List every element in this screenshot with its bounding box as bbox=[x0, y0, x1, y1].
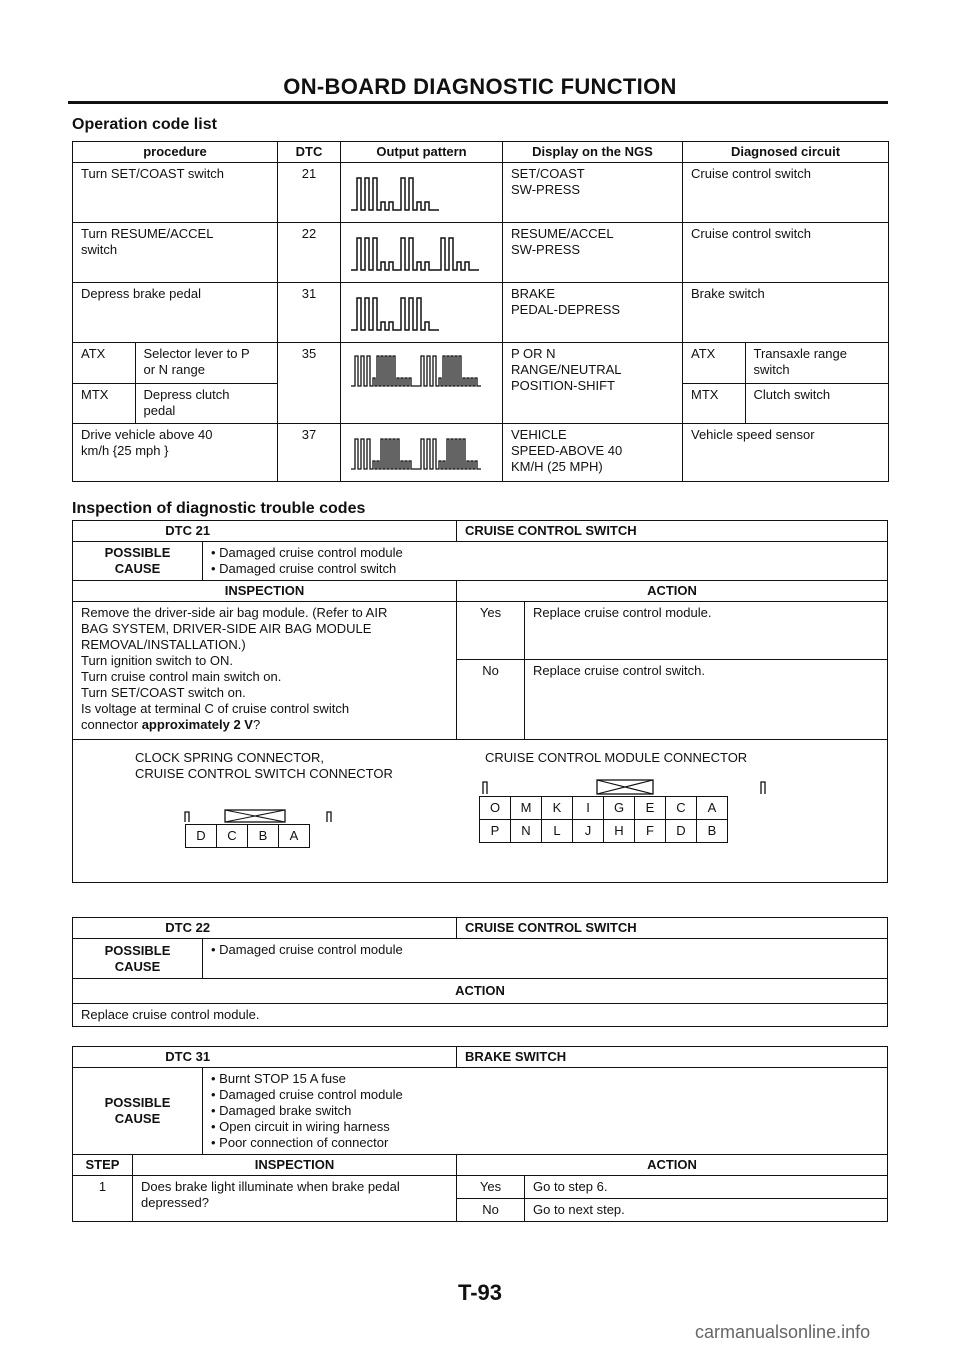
procedure-line: Drive vehicle above 40 bbox=[81, 427, 213, 442]
dtc-name: CRUISE CONTROL SWITCH bbox=[457, 918, 888, 939]
cause-item: • Burnt STOP 15 A fuse bbox=[211, 1071, 879, 1087]
connector-row bbox=[73, 740, 888, 883]
ngs-line: KM/H (25 MPH) bbox=[511, 459, 603, 474]
right-connector-label: CRUISE CONTROL MODULE CONNECTOR bbox=[485, 750, 748, 765]
dtc-name: BRAKE SWITCH bbox=[457, 1047, 888, 1068]
pin: D bbox=[186, 825, 217, 848]
mtx-circuit: Clutch switch bbox=[753, 386, 831, 402]
step-header-row bbox=[73, 1155, 888, 1176]
possible-label-line: POSSIBLE bbox=[104, 1095, 171, 1110]
output-pattern-waveform bbox=[349, 346, 505, 396]
output-pattern-cell bbox=[341, 424, 503, 482]
dtc-code: DTC 31 bbox=[165, 1049, 211, 1064]
yes-label: Yes bbox=[457, 602, 525, 660]
possible-label-line: POSSIBLE bbox=[104, 545, 171, 560]
yes-action: Replace cruise control module. bbox=[525, 602, 888, 660]
column-header: DTC bbox=[278, 142, 341, 163]
table-row bbox=[73, 343, 889, 424]
circuit-line: Transaxle range bbox=[753, 346, 847, 361]
circuit-cell: Brake switch bbox=[683, 283, 889, 343]
inspection-line: BAG SYSTEM, DRIVER-SIDE AIR BAG MODULE bbox=[81, 621, 372, 636]
pin: A bbox=[279, 825, 310, 848]
pin: E bbox=[635, 797, 666, 820]
dtc-cell: 21 bbox=[278, 163, 341, 223]
ngs-line: SPEED-ABOVE 40 bbox=[511, 443, 623, 458]
atx-circuit bbox=[745, 343, 888, 383]
operation-code-list-heading: Operation code list bbox=[72, 116, 217, 133]
mtx-label: MTX bbox=[683, 383, 745, 423]
possible-cause-label bbox=[73, 939, 203, 979]
table-row bbox=[73, 223, 889, 283]
procedure-cell: Depress brake pedal bbox=[73, 283, 278, 343]
possible-label-line: CAUSE bbox=[114, 1111, 161, 1126]
dtc31-table bbox=[72, 1046, 888, 1222]
inspection-text bbox=[73, 602, 457, 740]
ngs-line: RANGE/NEUTRAL bbox=[511, 362, 622, 377]
cause-item: • Open circuit in wiring harness bbox=[211, 1119, 879, 1135]
inspection-line: Does brake light illuminate when brake pedal bbox=[141, 1179, 400, 1194]
column-header: procedure bbox=[73, 142, 278, 163]
no-action: Go to next step. bbox=[525, 1199, 888, 1222]
procedure-line: pedal bbox=[143, 402, 176, 418]
pin: C bbox=[666, 797, 697, 820]
step-number: 1 bbox=[73, 1176, 133, 1222]
mtx-label: MTX bbox=[73, 383, 135, 423]
ngs-line: BRAKE bbox=[511, 286, 556, 301]
left-pin-grid bbox=[185, 824, 310, 848]
action-header: ACTION bbox=[73, 979, 888, 1004]
inspection-heading: Inspection of diagnostic trouble codes bbox=[72, 500, 366, 517]
ngs-line: POSITION-SHIFT bbox=[511, 378, 615, 393]
inspection-line: Turn ignition switch to ON. bbox=[81, 653, 233, 668]
table-row bbox=[73, 163, 889, 223]
table-row bbox=[73, 283, 889, 343]
pin: N bbox=[511, 820, 542, 843]
step-inspection bbox=[133, 1176, 457, 1222]
connector-latch-icon bbox=[477, 776, 783, 796]
connector-diagram-cell bbox=[73, 740, 888, 883]
pin: A bbox=[697, 797, 728, 820]
inspection-line: Turn cruise control main switch on. bbox=[81, 669, 282, 684]
yes-label: Yes bbox=[457, 1176, 525, 1199]
possible-cause-label bbox=[73, 542, 203, 581]
ngs-line: VEHICLE bbox=[511, 427, 567, 442]
inspection-action-header-row bbox=[73, 581, 888, 602]
procedure-line: switch bbox=[81, 242, 118, 257]
no-label: No bbox=[457, 1199, 525, 1222]
inspection-line: connector approximately 2 V? bbox=[81, 717, 261, 732]
circuit-split bbox=[683, 343, 888, 423]
circuit-cell: Cruise control switch bbox=[683, 223, 889, 283]
table-header-row bbox=[73, 142, 889, 163]
dtc-code: DTC 21 bbox=[165, 523, 211, 538]
page-title: ON-BOARD DIAGNOSTIC FUNCTION bbox=[283, 74, 677, 99]
step-header: STEP bbox=[73, 1155, 133, 1176]
dtc-cell: 31 bbox=[278, 283, 341, 343]
left-connector bbox=[183, 806, 333, 848]
inspection-row bbox=[73, 602, 888, 660]
output-pattern-waveform bbox=[349, 166, 499, 216]
pin: I bbox=[573, 797, 604, 820]
dtc-cell: 22 bbox=[278, 223, 341, 283]
ngs-line: SW-PRESS bbox=[511, 182, 581, 197]
ngs-line: SET/COAST bbox=[511, 166, 585, 181]
procedure-cell bbox=[73, 424, 278, 482]
atx-label: ATX bbox=[683, 343, 745, 383]
cause-item: • Damaged cruise control switch bbox=[211, 561, 879, 577]
output-pattern-waveform bbox=[349, 226, 499, 276]
output-pattern-cell bbox=[341, 223, 503, 283]
no-action: Replace cruise control switch. bbox=[525, 660, 888, 740]
dtc21-table bbox=[72, 520, 888, 883]
pin: P bbox=[480, 820, 511, 843]
column-header: Diagnosed circuit bbox=[683, 142, 889, 163]
pin: M bbox=[511, 797, 542, 820]
possible-label-line: CAUSE bbox=[114, 958, 161, 974]
possible-cause-label bbox=[73, 1068, 203, 1155]
pin: B bbox=[248, 825, 279, 848]
pin: B bbox=[697, 820, 728, 843]
inspection-line: REMOVAL/INSTALLATION.) bbox=[81, 637, 246, 652]
pin: L bbox=[542, 820, 573, 843]
output-pattern-cell bbox=[341, 343, 503, 424]
possible-label-line: CAUSE bbox=[114, 561, 161, 576]
inspection-line: depressed? bbox=[141, 1195, 209, 1210]
possible-label-line: POSSIBLE bbox=[104, 942, 171, 958]
circuit-cell: Cruise control switch bbox=[683, 163, 889, 223]
ngs-line: P OR N bbox=[511, 346, 556, 361]
column-header: Output pattern bbox=[341, 142, 503, 163]
ngs-display-cell bbox=[503, 343, 683, 424]
inspection-header: INSPECTION bbox=[73, 581, 457, 602]
possible-cause-row bbox=[73, 542, 888, 581]
action-header: ACTION bbox=[457, 581, 888, 602]
pin: J bbox=[573, 820, 604, 843]
atx-label: ATX bbox=[73, 343, 135, 383]
ngs-line: RESUME/ACCEL bbox=[511, 226, 614, 241]
ngs-display-cell bbox=[503, 283, 683, 343]
action-row bbox=[73, 1004, 888, 1027]
circuit-cell: Vehicle speed sensor bbox=[683, 424, 889, 482]
circuit-line: switch bbox=[753, 362, 790, 377]
procedure-line: km/h {25 mph } bbox=[81, 443, 169, 458]
procedure-cell: Turn SET/COAST switch bbox=[73, 163, 278, 223]
procedure-cell bbox=[73, 223, 278, 283]
dtc-cell: 37 bbox=[278, 424, 341, 482]
right-connector bbox=[477, 776, 783, 843]
dtc-header-row bbox=[73, 1047, 888, 1068]
procedure-line: or N range bbox=[143, 362, 205, 377]
mtx-procedure bbox=[135, 383, 277, 423]
title-rule bbox=[68, 101, 888, 104]
dtc-name: CRUISE CONTROL SWITCH bbox=[457, 521, 888, 542]
yes-action: Go to step 6. bbox=[525, 1176, 888, 1199]
procedure-line: Selector lever to P bbox=[143, 346, 250, 361]
watermark: carmanualsonline.info bbox=[695, 1322, 871, 1342]
atx-procedure bbox=[135, 343, 277, 383]
action-text: Replace cruise control module. bbox=[73, 1004, 888, 1027]
output-pattern-waveform bbox=[349, 427, 505, 477]
pin: G bbox=[604, 797, 635, 820]
page-number: T-93 bbox=[457, 1280, 503, 1305]
inspection-header: INSPECTION bbox=[133, 1155, 457, 1176]
possible-cause-list bbox=[203, 542, 888, 581]
right-pin-grid bbox=[479, 796, 728, 843]
inspection-line: Remove the driver-side air bag module. (Refer to AIR bbox=[81, 605, 388, 620]
circuit-cell bbox=[683, 343, 889, 424]
dtc-header-row bbox=[73, 918, 888, 939]
cause-item: • Damaged cruise control module bbox=[211, 545, 879, 561]
step-row bbox=[73, 1176, 888, 1199]
output-pattern-waveform bbox=[349, 286, 499, 336]
cause-item: • Damaged cruise control module bbox=[211, 942, 879, 958]
ngs-display-cell bbox=[503, 424, 683, 482]
dtc22-table bbox=[72, 917, 888, 1027]
dtc-header-row bbox=[73, 521, 888, 542]
transmission-split bbox=[73, 343, 277, 423]
operation-code-table bbox=[72, 141, 889, 482]
pin: C bbox=[217, 825, 248, 848]
pin: O bbox=[480, 797, 511, 820]
procedure-cell bbox=[73, 343, 278, 424]
connector-label-line: CLOCK SPRING CONNECTOR, bbox=[135, 750, 325, 765]
cause-item: • Damaged brake switch bbox=[211, 1103, 879, 1119]
connector-latch-icon bbox=[183, 806, 333, 824]
cause-item: • Damaged cruise control module bbox=[211, 1087, 879, 1103]
dtc-code: DTC 22 bbox=[165, 920, 211, 935]
procedure-line: Depress clutch bbox=[143, 386, 230, 402]
procedure-line: Turn RESUME/ACCEL bbox=[81, 226, 214, 241]
pin: F bbox=[635, 820, 666, 843]
output-pattern-cell bbox=[341, 163, 503, 223]
action-header: ACTION bbox=[457, 1155, 888, 1176]
pin: K bbox=[542, 797, 573, 820]
table-row bbox=[73, 424, 889, 482]
pin: D bbox=[666, 820, 697, 843]
ngs-display-cell bbox=[503, 223, 683, 283]
left-connector-label bbox=[135, 750, 393, 782]
column-header: Display on the NGS bbox=[503, 142, 683, 163]
ngs-display-cell bbox=[503, 163, 683, 223]
pin: H bbox=[604, 820, 635, 843]
no-label: No bbox=[457, 660, 525, 740]
action-header-row bbox=[73, 979, 888, 1004]
dtc-cell: 35 bbox=[278, 343, 341, 424]
possible-cause-list bbox=[203, 939, 888, 979]
possible-cause-list bbox=[203, 1068, 888, 1155]
ngs-line: PEDAL-DEPRESS bbox=[511, 302, 621, 317]
inspection-line: Turn SET/COAST switch on. bbox=[81, 685, 246, 700]
possible-cause-row bbox=[73, 939, 888, 979]
connector-label-line: CRUISE CONTROL SWITCH CONNECTOR bbox=[135, 766, 393, 781]
ngs-line: SW-PRESS bbox=[511, 242, 581, 257]
inspection-line: Is voltage at terminal C of cruise control switch bbox=[81, 701, 350, 716]
cause-item: • Poor connection of connector bbox=[211, 1135, 879, 1151]
possible-cause-row bbox=[73, 1068, 888, 1155]
output-pattern-cell bbox=[341, 283, 503, 343]
